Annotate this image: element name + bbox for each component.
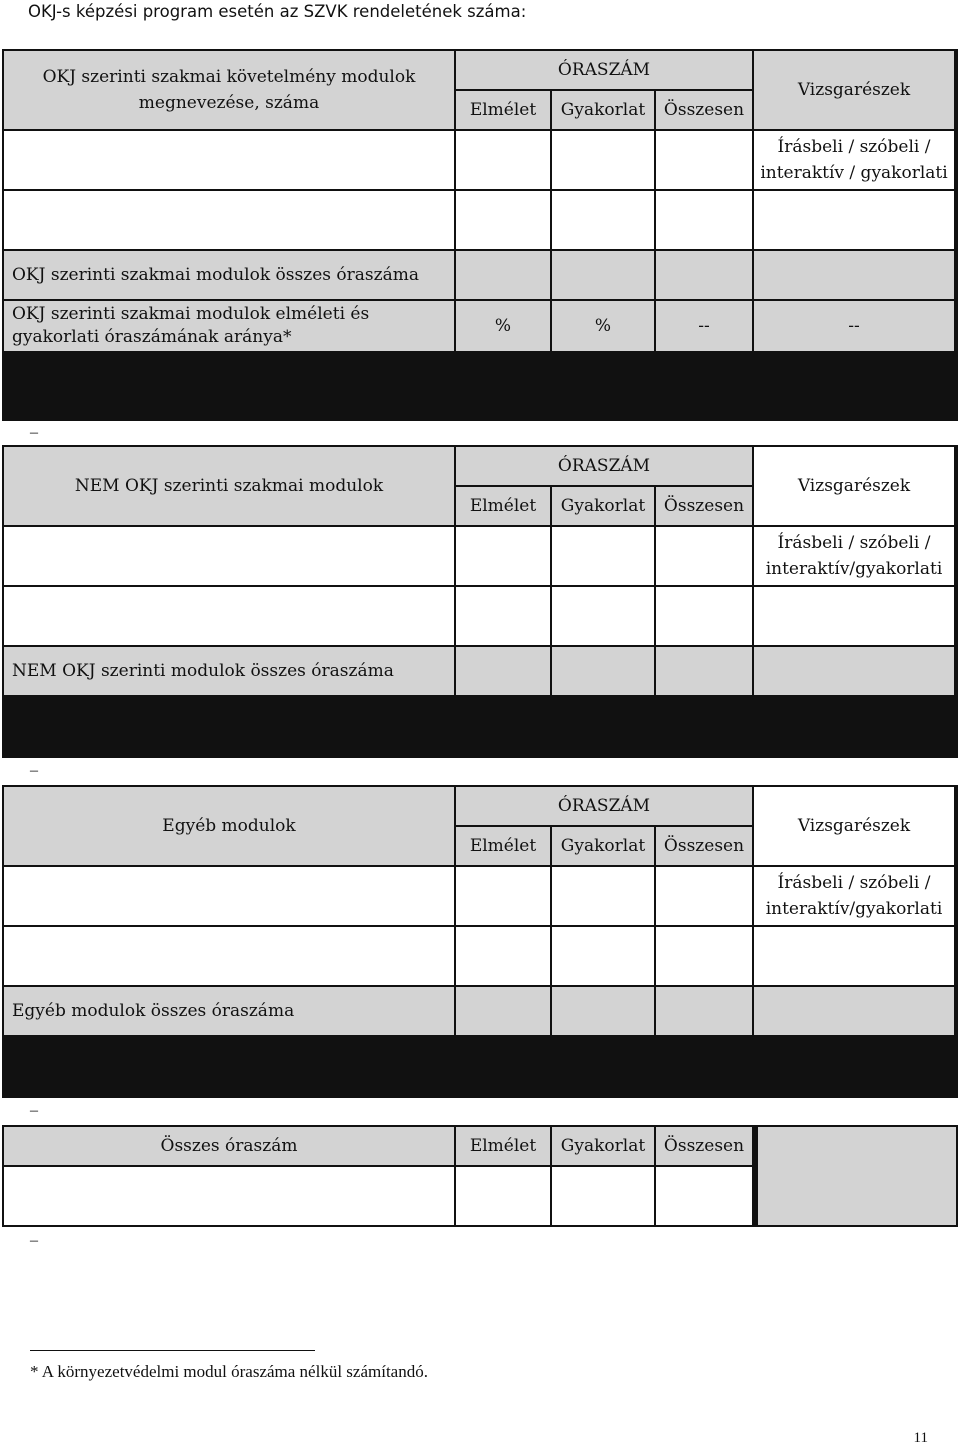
osszesen-header: Összesen bbox=[656, 1127, 752, 1165]
ratio-vizsga: -- bbox=[754, 301, 954, 351]
oraszam-header: ÓRASZÁM bbox=[456, 787, 752, 825]
total-hours-value-cell[interactable] bbox=[4, 1167, 454, 1225]
osszesen-cell[interactable] bbox=[656, 1167, 752, 1225]
vizsgareszek-header: Vizsgarészek bbox=[754, 447, 954, 525]
oraszam-header: ÓRASZÁM bbox=[456, 51, 752, 89]
gyakorlat-cell[interactable] bbox=[552, 527, 654, 585]
vizsga-type-text: Írásbeli / szóbeli / interaktív / gyakorlati bbox=[760, 137, 948, 183]
total-osszesen-cell[interactable] bbox=[656, 987, 752, 1035]
gyakorlat-header: Gyakorlat bbox=[552, 827, 654, 865]
separator-dash: – bbox=[30, 762, 38, 779]
osszesen-header: Összesen bbox=[656, 91, 752, 129]
non-okj-modules-table bbox=[2, 445, 958, 759]
total-gyakorlat-cell[interactable] bbox=[552, 987, 654, 1035]
okj-modules-table bbox=[2, 49, 958, 421]
total-hours-table bbox=[2, 1125, 758, 1227]
elmelet-cell[interactable] bbox=[456, 191, 550, 249]
separator-dash: – bbox=[30, 424, 38, 441]
vizsga-type-cell bbox=[754, 527, 954, 585]
elmelet-header: Elmélet bbox=[456, 91, 550, 129]
elmelet-cell[interactable] bbox=[456, 131, 550, 189]
non-okj-header: NEM OKJ szerinti szakmai modulok bbox=[4, 447, 454, 525]
okj-modules-header bbox=[4, 51, 454, 129]
module-name-cell[interactable] bbox=[4, 191, 454, 249]
footnote-rule bbox=[30, 1350, 315, 1351]
ratio-elmelet: % bbox=[456, 301, 550, 351]
gyakorlat-header: Gyakorlat bbox=[552, 487, 654, 525]
elmelet-header: Elmélet bbox=[456, 827, 550, 865]
module-name-cell[interactable] bbox=[4, 927, 454, 985]
total-gyakorlat-cell[interactable] bbox=[552, 251, 654, 299]
page-number: 11 bbox=[913, 1430, 928, 1446]
module-name-cell[interactable] bbox=[4, 527, 454, 585]
elmelet-cell[interactable] bbox=[456, 1167, 550, 1225]
vizsgareszek-header: Vizsgarészek bbox=[754, 787, 954, 865]
total-hours-gray-block bbox=[756, 1125, 958, 1227]
non-okj-total-label: NEM OKJ szerinti modulok összes óraszáma bbox=[4, 647, 454, 695]
total-gyakorlat-cell[interactable] bbox=[552, 647, 654, 695]
oraszam-header: ÓRASZÁM bbox=[456, 447, 752, 485]
gyakorlat-cell[interactable] bbox=[552, 587, 654, 645]
ratio-osszesen: -- bbox=[656, 301, 752, 351]
gyakorlat-cell[interactable] bbox=[552, 191, 654, 249]
footnote: * A környezetvédelmi modul óraszáma nélkül számítandó. bbox=[30, 1362, 428, 1381]
total-elmelet-cell[interactable] bbox=[456, 251, 550, 299]
okj-total-label: OKJ szerinti szakmai modulok összes óraszáma bbox=[4, 251, 454, 299]
egyeb-total-label: Egyéb modulok összes óraszáma bbox=[4, 987, 454, 1035]
osszesen-header: Összesen bbox=[656, 827, 752, 865]
total-vizsga-cell bbox=[754, 647, 954, 695]
total-elmelet-cell[interactable] bbox=[456, 647, 550, 695]
vizsga-type-cell bbox=[754, 867, 954, 925]
osszesen-cell[interactable] bbox=[656, 131, 752, 189]
elmelet-cell[interactable] bbox=[456, 927, 550, 985]
osszesen-cell[interactable] bbox=[656, 587, 752, 645]
elmelet-cell[interactable] bbox=[456, 587, 550, 645]
egyeb-header: Egyéb modulok bbox=[4, 787, 454, 865]
total-vizsga-cell bbox=[754, 251, 954, 299]
total-hours-label: Összes óraszám bbox=[4, 1127, 454, 1165]
gyakorlat-cell[interactable] bbox=[552, 867, 654, 925]
ratio-gyakorlat: % bbox=[552, 301, 654, 351]
gyakorlat-cell[interactable] bbox=[552, 131, 654, 189]
osszesen-cell[interactable] bbox=[656, 527, 752, 585]
ratio-label: OKJ szerinti szakmai modulok elméleti és gyakorlati óraszámának aránya* bbox=[4, 301, 454, 351]
module-name-cell[interactable] bbox=[4, 131, 454, 189]
elmelet-cell[interactable] bbox=[456, 527, 550, 585]
gyakorlat-header: Gyakorlat bbox=[552, 91, 654, 129]
gyakorlat-header: Gyakorlat bbox=[552, 1127, 654, 1165]
elmelet-header: Elmélet bbox=[456, 1127, 550, 1165]
elmelet-header: Elmélet bbox=[456, 487, 550, 525]
elmelet-cell[interactable] bbox=[456, 867, 550, 925]
separator-dash: – bbox=[30, 1102, 38, 1119]
module-name-cell[interactable] bbox=[4, 867, 454, 925]
osszesen-header: Összesen bbox=[656, 487, 752, 525]
total-osszesen-cell[interactable] bbox=[656, 647, 752, 695]
gyakorlat-cell[interactable] bbox=[552, 1167, 654, 1225]
vizsga-type-text: Írásbeli / szóbeli / interaktív/gyakorlati bbox=[765, 533, 943, 579]
page-title: OKJ-s képzési program esetén az SZVK rendeletének száma: bbox=[28, 2, 527, 21]
osszesen-cell[interactable] bbox=[656, 927, 752, 985]
separator-dash: – bbox=[30, 1232, 38, 1249]
vizsga-cell[interactable] bbox=[754, 927, 954, 985]
module-name-cell[interactable] bbox=[4, 587, 454, 645]
gyakorlat-cell[interactable] bbox=[552, 927, 654, 985]
osszesen-cell[interactable] bbox=[656, 191, 752, 249]
total-elmelet-cell[interactable] bbox=[456, 987, 550, 1035]
total-vizsga-cell bbox=[754, 987, 954, 1035]
vizsga-cell[interactable] bbox=[754, 587, 954, 645]
vizsga-cell[interactable] bbox=[754, 191, 954, 249]
vizsga-type-cell bbox=[754, 131, 954, 189]
vizsgareszek-header: Vizsgarészek bbox=[754, 51, 954, 129]
okj-modules-header-text: OKJ szerinti szakmai követelmény modulok megnevezése, száma bbox=[42, 67, 416, 113]
vizsga-type-text: Írásbeli / szóbeli / interaktív/gyakorlati bbox=[765, 873, 943, 919]
egyeb-modules-table bbox=[2, 785, 958, 1099]
osszesen-cell[interactable] bbox=[656, 867, 752, 925]
total-osszesen-cell[interactable] bbox=[656, 251, 752, 299]
